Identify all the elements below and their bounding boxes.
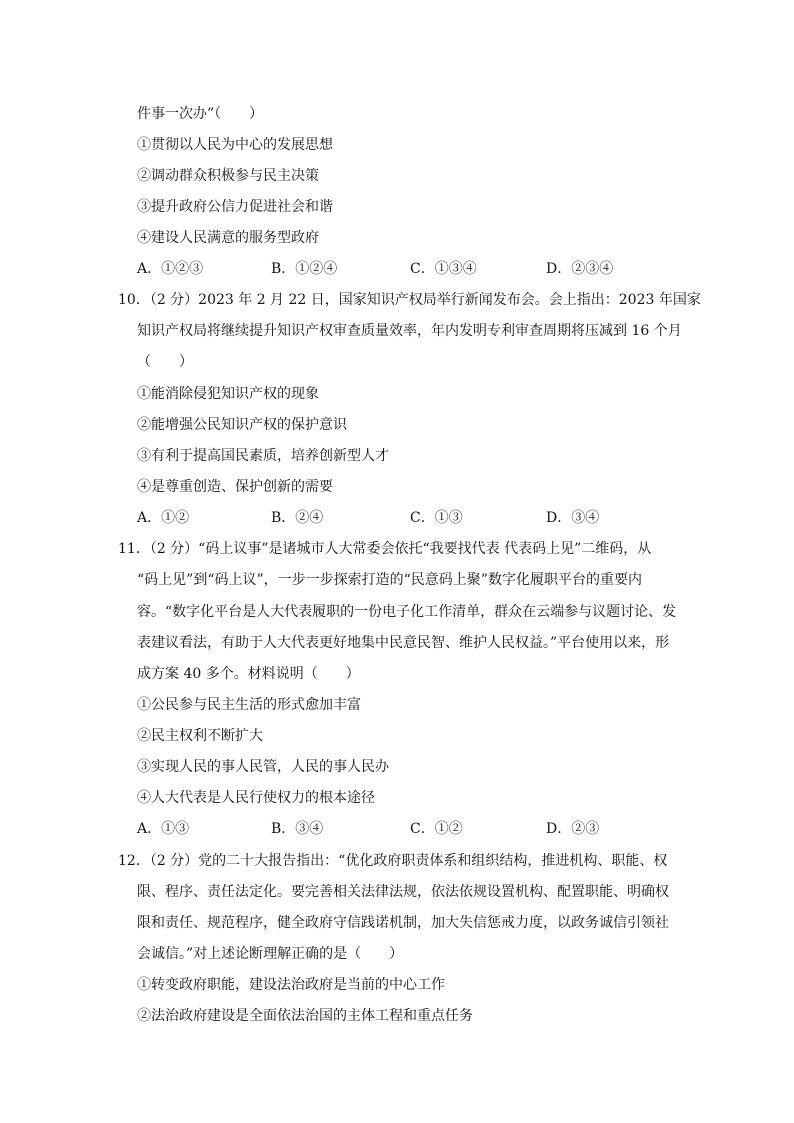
statement-2: ②民主权利不断扩大 xyxy=(137,728,263,744)
statement-1: ①贯彻以人民为中心的发展思想 xyxy=(137,137,333,153)
option-a: A．①②③ xyxy=(137,261,204,277)
statement-2: ②能增强公民知识产权的保护意识 xyxy=(137,417,347,433)
question-11-stem-line-1: 11．（2 分）“码上议事”是诸城市人大常委会依托“我要找代表 代表码上见”二维码，从 xyxy=(118,541,652,557)
question-10-stem-line-3: （ ） xyxy=(137,354,193,370)
option-a: A．①③ xyxy=(137,821,190,837)
statement-2: ②法治政府建设是全面依法治国的主体工程和重点任务 xyxy=(137,1008,473,1024)
answer-options xyxy=(137,508,657,528)
question-10-stem-line-2: 知识产权局将继续提升知识产权审查质量效率，年内发明专利审查周期将压减到 16 个月 xyxy=(137,323,682,339)
question-12-stem-line-1: 12．（2 分）党的二十大报告指出：“优化政府职责体系和组织结构，推进机构、职能、权 xyxy=(118,853,668,869)
option-c: C．①② xyxy=(410,821,463,837)
question-11-stem-line-5: 成方案 40 多个。材料说明（ ） xyxy=(137,666,360,682)
question-11-stem-line-2: “码上见”到“码上议”，一步一步探索打造的“民意码上聚”数字化履职平台的重要内 xyxy=(137,572,642,588)
question-11-stem-line-4: 表建议看法，有助于人大代表更好地集中民意民智、维护人民权益。”平台使用以来，形 xyxy=(137,635,670,651)
question-stem-tail: 件事一次办”（ ） xyxy=(137,106,264,122)
option-b: B．①②④ xyxy=(271,261,338,277)
statement-1: ①能消除侵犯知识产权的现象 xyxy=(137,386,319,402)
option-b: B．②④ xyxy=(271,510,324,526)
option-c: C．①③ xyxy=(410,510,463,526)
statement-2: ②调动群众积极参与民主决策 xyxy=(137,168,319,184)
option-d: D．③④ xyxy=(546,510,600,526)
question-12-stem-line-2: 限、程序、责任法定化。要完善相关法律法规，依法依规设置机构、配置职能、明确权 xyxy=(137,884,669,900)
option-d: D．②③ xyxy=(546,821,600,837)
statement-1: ①转变政府职能，建设法治政府是当前的中心工作 xyxy=(137,977,445,993)
statement-4: ④是尊重创造、保护创新的需要 xyxy=(137,479,333,495)
question-10-stem-line-1: 10．（2 分）2023 年 2 月 22 日，国家知识产权局举行新闻发布会。会上指出：2023 年国家 xyxy=(118,292,701,308)
statement-1: ①公民参与民主生活的形式愈加丰富 xyxy=(137,697,361,713)
statement-4: ④建设人民满意的服务型政府 xyxy=(137,230,319,246)
statement-3: ③实现人民的事人民管，人民的事人民办 xyxy=(137,759,389,775)
statement-3: ③提升政府公信力促进社会和谐 xyxy=(137,199,333,215)
question-12-stem-line-4: 会诚信。”对上述论断理解正确的是（ ） xyxy=(137,946,404,962)
option-d: D．②③④ xyxy=(546,261,614,277)
option-b: B．③④ xyxy=(271,821,324,837)
statement-3: ③有利于提高国民素质，培养创新型人才 xyxy=(137,448,389,464)
option-c: C．①③④ xyxy=(410,261,477,277)
question-11-stem-line-3: 容。“数字化平台是人大代表履职的一份电子化工作清单，群众在云端参与议题讨论、发 xyxy=(137,604,677,620)
statement-4: ④人大代表是人民行使权力的根本途径 xyxy=(137,790,375,806)
option-a: A．①② xyxy=(137,510,190,526)
answer-options xyxy=(137,259,657,279)
answer-options xyxy=(137,819,657,839)
question-12-stem-line-3: 限和责任、规范程序，健全政府守信践诺机制，加大失信惩戒力度，以政务诚信引领社 xyxy=(137,915,669,931)
